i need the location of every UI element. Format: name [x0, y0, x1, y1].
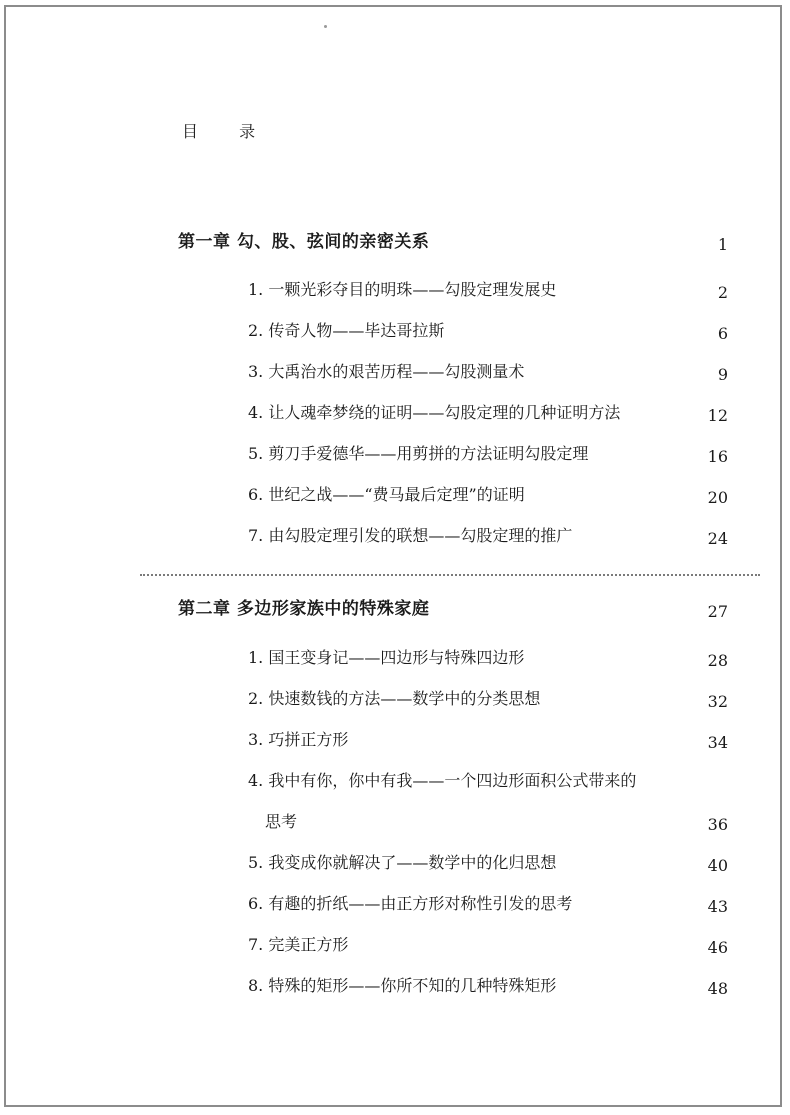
- entry-title: 思考: [265, 812, 298, 831]
- toc-entry: [6, 316, 780, 346]
- entry-title: 4. 让人魂牵梦绕的证明——勾股定理的几种证明方法: [248, 403, 621, 422]
- toc-entry: [6, 480, 780, 510]
- entry-title: 3. 巧拼正方形: [248, 730, 349, 749]
- chapter-page-number: 27: [707, 602, 728, 621]
- entry-page-number: 9: [717, 365, 728, 384]
- toc-entry: [6, 275, 780, 305]
- entry-page-number: 24: [707, 529, 728, 548]
- entry-title: 5. 我变成你就解决了——数学中的化归思想: [248, 853, 557, 872]
- toc-entry: [6, 521, 780, 551]
- toc-entry: [6, 439, 780, 469]
- entry-title: 2. 快速数钱的方法——数学中的分类思想: [248, 689, 541, 708]
- toc-entry: [6, 930, 780, 960]
- entry-title: 7. 由勾股定理引发的联想——勾股定理的推广: [248, 526, 573, 545]
- entry-title: 7. 完美正方形: [248, 935, 349, 954]
- entry-title: 2. 传奇人物——毕达哥拉斯: [248, 321, 445, 340]
- entry-title: 1. 国王变身记——四边形与特殊四边形: [248, 648, 525, 667]
- toc-entry: [6, 643, 780, 673]
- entry-title: 6. 有趣的折纸——由正方形对称性引发的思考: [248, 894, 573, 913]
- chapter-title: 第一章 勾、股、弦间的亲密关系: [178, 232, 430, 252]
- entry-title: 5. 剪刀手爱德华——用剪拼的方法证明勾股定理: [248, 444, 589, 463]
- toc-entry: [6, 848, 780, 878]
- entry-page-number: 20: [707, 488, 728, 507]
- entry-page-number: 48: [707, 979, 728, 998]
- paper-speck: [324, 25, 327, 28]
- chapter-title: 第二章 多边形家族中的特殊家庭: [178, 599, 430, 619]
- entry-page-number: 40: [707, 856, 728, 875]
- entry-title: 1. 一颗光彩夺目的明珠——勾股定理发展史: [248, 280, 557, 299]
- entry-page-number: 32: [707, 692, 728, 711]
- entry-page-number: 6: [717, 324, 728, 343]
- entry-title: 3. 大禹治水的艰苦历程——勾股测量术: [248, 362, 525, 381]
- chapter-heading: [6, 594, 780, 624]
- entry-page-number: 36: [707, 815, 728, 834]
- toc-entry: [6, 766, 780, 796]
- entry-page-number: 46: [707, 938, 728, 957]
- toc-entry: [6, 725, 780, 755]
- entry-page-number: 16: [707, 447, 728, 466]
- entry-page-number: 43: [707, 897, 728, 916]
- entry-title: 4. 我中有你，你中有我——一个四边形面积公式带来的: [248, 771, 637, 790]
- entry-page-number: 2: [717, 283, 728, 302]
- toc-entry-continuation: [6, 807, 780, 837]
- chapter-divider: [140, 574, 760, 576]
- chapter-heading: [6, 227, 780, 257]
- toc-entry: [6, 684, 780, 714]
- book-page: [4, 5, 782, 1107]
- entry-page-number: 34: [707, 733, 728, 752]
- entry-page-number: 12: [707, 406, 728, 425]
- chapter-page-number: 1: [717, 235, 728, 254]
- entry-title: 6. 世纪之战——“费马最后定理”的证明: [248, 485, 525, 504]
- toc-entry: [6, 357, 780, 387]
- toc-entry: [6, 889, 780, 919]
- entry-title: 8. 特殊的矩形——你所不知的几种特殊矩形: [248, 976, 557, 995]
- toc-title: 目 录: [182, 122, 274, 141]
- entry-page-number: 28: [707, 651, 728, 670]
- toc-entry: [6, 971, 780, 1001]
- toc-entry: [6, 398, 780, 428]
